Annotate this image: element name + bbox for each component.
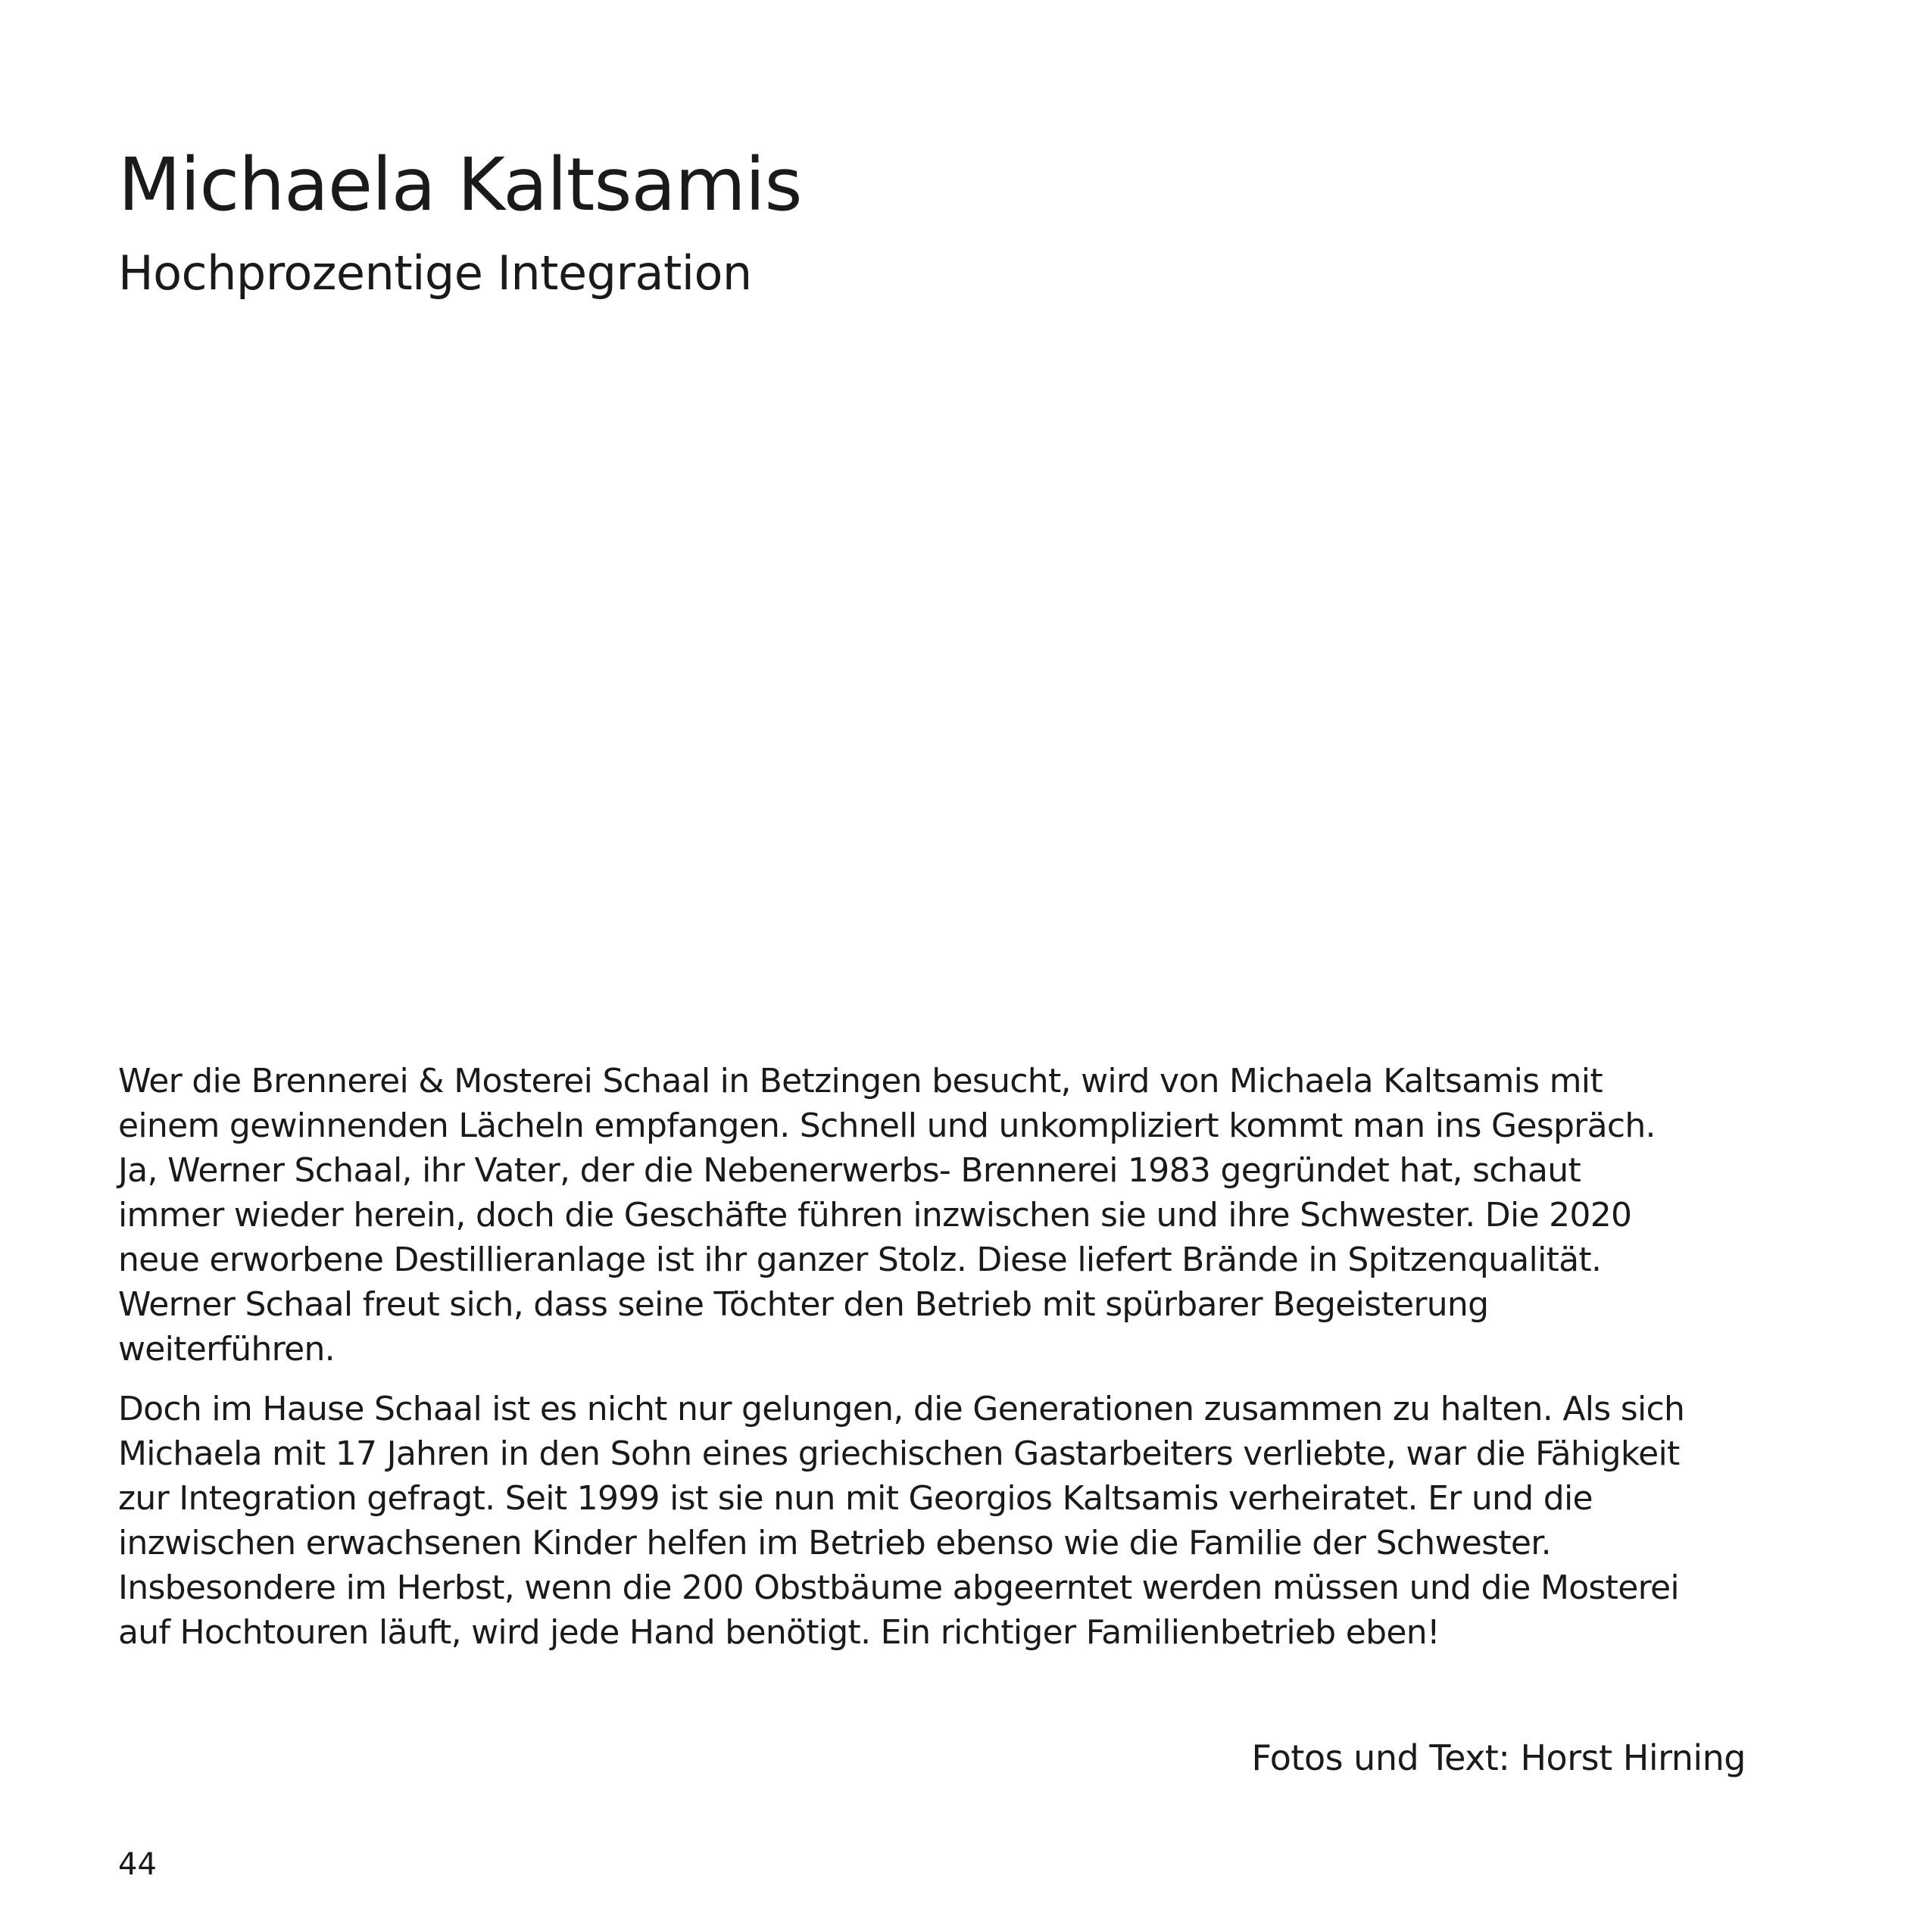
text-line: Ja, Werner Schaal, ihr Vater, der die Nebenerwerbs- Brennerei 1983 gegründet hat, schaut [118, 1151, 1581, 1190]
text-line: immer wieder herein, doch die Geschäfte führen inzwischen sie und ihre Schwester. Die 2020 [118, 1196, 1632, 1234]
text-line: Wer die Brennerei & Mosterei Schaal in Betzingen besucht, wird von Michaela Kaltsamis mit [118, 1062, 1603, 1100]
text-line: weiterführen. [118, 1330, 335, 1369]
text-line: inzwischen erwachsenen Kinder helfen im Betrieb ebenso wie die Familie der Schwester. [118, 1524, 1551, 1562]
article-title: Michaela Kaltsamis [118, 142, 802, 227]
page-number: 44 [118, 1847, 157, 1882]
article-body [118, 1059, 1784, 1670]
article-subtitle: Hochprozentige Integration [118, 245, 752, 301]
text-line: Werner Schaal freut sich, dass seine Töchter den Betrieb mit spürbarer Begeisterung [118, 1285, 1489, 1324]
text-line: auf Hochtouren läuft, wird jede Hand benötigt. Ein richtiger Familienbetrieb eben! [118, 1613, 1440, 1652]
text-line: zur Integration gefragt. Seit 1999 ist sie nun mit Georgios Kaltsamis verheiratet. Er und die [118, 1479, 1593, 1518]
text-line: Michaela mit 17 Jahren in den Sohn eines griechischen Gastarbeiters verliebte, war die Fähigkeit [118, 1434, 1680, 1473]
paragraph-2 [118, 1387, 1784, 1655]
photo-text-credit: Fotos und Text: Horst Hirning [1251, 1737, 1746, 1778]
text-line: einem gewinnenden Lächeln empfangen. Schnell und unkompliziert kommt man ins Gespräch. [118, 1106, 1656, 1145]
text-line: neue erworbene Destillieranlage ist ihr ganzer Stolz. Diese liefert Brände in Spitzenqualität. [118, 1241, 1602, 1279]
text-line: Doch im Hause Schaal ist es nicht nur gelungen, die Generationen zusammen zu halten. Als sich [118, 1390, 1685, 1428]
text-line: Insbesondere im Herbst, wenn die 200 Obstbäume abgeerntet werden müssen und die Mosterei [118, 1568, 1679, 1607]
paragraph-1 [118, 1059, 1784, 1372]
